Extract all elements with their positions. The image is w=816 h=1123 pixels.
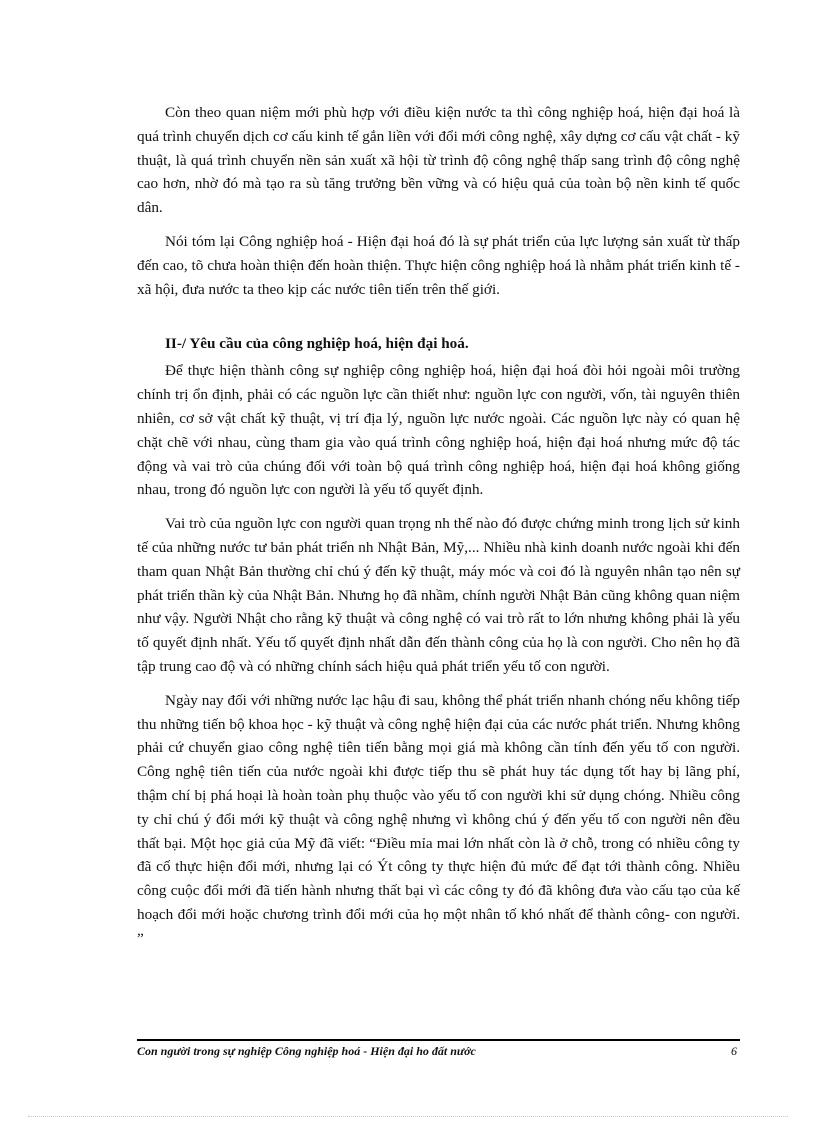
footer-divider [137, 1039, 740, 1041]
page-bottom-edge [28, 1116, 788, 1117]
paragraph-technology: Ngày nay đối với những nước lạc hậu đi sau, không thể phát triển nhanh chóng nếu không tiếp thu những tiến bộ khoa học - kỹ thuật và công nghệ hiện đại của các nước phát triển. Nhưng không phải cứ chuyển giao công nghệ tiên tiến bằng mọi giá mà không cần tính đến yếu tố con người. Công nghệ tiên tiến của nước ngoài khi được tiếp thu sẽ phát huy tác dụng tốt hay bị lãng phí, thậm chí bị phá hoại là hoàn toàn phụ thuộc vào yếu tố con người khi sử dụng chóng. Nhiều công ty chỉ chú ý đổi mới kỹ thuật và công nghệ nhưng vì không chú ý đến yếu tố con người nên đều thất bại. Một học giả của Mỹ đã viết: “Điều mỉa mai lớn nhất còn là ở chỗ, trong có nhiều công ty đã cố thực hiện đổi mới, nhưng lại có Ýt công ty thực hiện đủ mức để đạt tới thành công. Nhiều công cuộc đổi mới đã tiến hành nhưng thất bại vì các công ty đó đã không đưa vào cấu tạo của kế hoạch đổi mới hoặc chương trình đổi mới của họ một nhân tố khó nhất để thành công- con người. ” [137, 691, 740, 947]
footer-title: Con người trong sự nghiệp Công nghiệp hoá - Hiện đại ho đất nước [137, 1044, 476, 1058]
section-heading: II-/ Yêu cầu của công nghiệp hoá, hiện đại hoá. [165, 335, 469, 353]
page-body [137, 101, 740, 961]
paragraph-resources: Để thực hiện thành công sự nghiệp công nghiệp hoá, hiện đại hoá đòi hỏi ngoài môi trường chính trị ổn định, phải có các nguồn lực cần thiết như: nguồn lực con người, vốn, tài nguyên thiên nhiên, cơ sở vật chất kỹ thuật, vị trí địa lý, nguồn lực nước ngoài. Các nguồn lực này có quan hệ chặt chẽ với nhau, cùng tham gia vào quá trình công nghiệp hoá, hiện đại hoá nhưng mức độ tác động và vai trò của chúng đối với toàn bộ quá trình công nghiệp hoá, hiện đại hoá không giống nhau, trong đó nguồn lực con người là yếu tố quyết định. [137, 362, 740, 499]
paragraph-definition: Còn theo quan niệm mới phù hợp với điều kiện nước ta thì công nghiệp hoá, hiện đại hoá là quá trình chuyển dịch cơ cấu kinh tế gắn liền với đổi mới công nghệ, xây dựng cơ cấu vật chất - kỹ thuật, là quá trình chuyển nền sản xuất xã hội từ trình độ công nghệ thấp sang trình độ công nghệ cao hơn, nhờ đó mà tạo ra sù tăng trưởng bền vững và có hiệu quả của toàn bộ nền kinh tế quốc dân. [137, 104, 740, 217]
page-number: 6 [731, 1044, 737, 1058]
paragraph-summary: Nói tóm lại Công nghiệp hoá - Hiện đại hoá đó là sự phát triển của lực lượng sản xuất từ thấp đến cao, tõ chưa hoàn thiện đến hoàn thiện. Thực hiện công nghiệp hoá là nhằm phát triển kinh tế - xã hội, đưa nước ta theo kịp các nước tiên tiến trên thế giới. [137, 232, 740, 298]
paragraph-japan: Vai trò của nguồn lực con người quan trọng nh thế nào đó được chứng minh trong lịch sử kinh tế của những nước tư bản phát triển nh Nhật Bản, Mỹ,... Nhiều nhà kinh doanh nước ngoài khi đến tham quan Nhật Bản thường chỉ chú ý đến kỹ thuật, máy móc và coi đó là nguyên nhân tạo nên sự phát triển thần kỳ của Nhật Bản. Nhưng họ đã nhầm, chính người Nhật Bản cũng không quan niệm như vậy. Người Nhật cho rằng kỹ thuật và công nghệ có vai trò rất to lớn nhưng không phải là yếu tố quyết định nhất. Yếu tố quyết định nhất dẫn đến thành công của họ là con người. Cho nên họ đã tập trung cao độ và có những chính sách hiệu quả phát triển yếu tố con người. [137, 515, 740, 675]
